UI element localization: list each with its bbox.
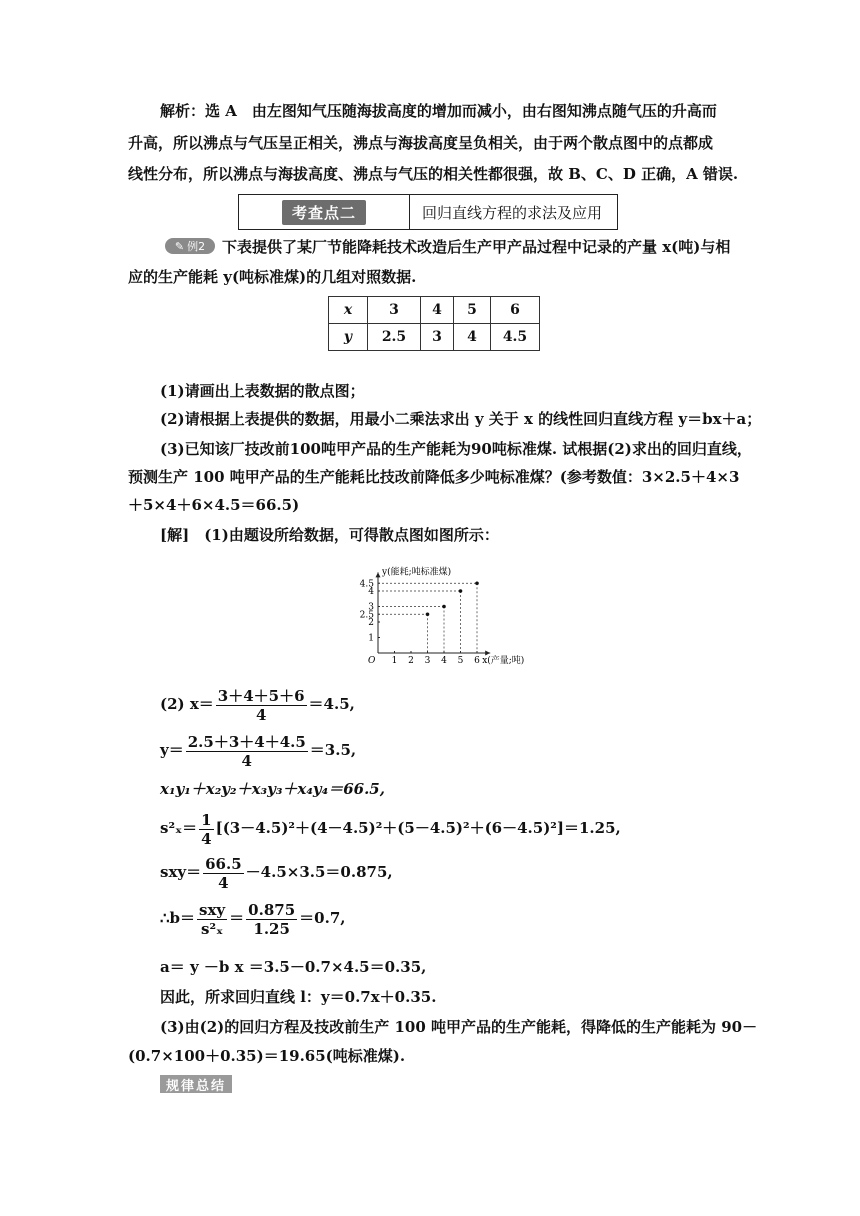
answer-3-line-1: (3)由(2)的回归方程及技改前生产 100 吨甲产品的生产能耗，得降低的生产能耗为 90－ <box>160 1018 758 1036</box>
data-point <box>459 589 463 593</box>
intercept-line: a＝ y －b x ＝3.5－0.7×4.5＝0.35, <box>160 958 427 976</box>
question-3-line-1: (3)已知该厂技改前100吨甲产品的生产能耗为90吨标准煤. 试根据(2)求出的回归直线， <box>160 440 752 458</box>
y-axis-label: y(能耗;吨标准煤) <box>382 567 452 578</box>
analysis-line-2: 升高，所以沸点与气压呈正相关，沸点与海拔高度呈负相关，由于两个散点图中的点都成 <box>128 134 714 152</box>
covariance-denominator: 4 <box>218 873 229 892</box>
x-tick-label: 2 <box>408 656 414 666</box>
slope-fraction-2 <box>246 901 297 938</box>
pencil-icon: ✎ <box>174 239 185 253</box>
slope-equation <box>160 896 345 940</box>
data-table <box>328 296 540 351</box>
origin-label: O <box>368 656 376 666</box>
section-title: 回归直线方程的求法及应用 <box>422 203 603 222</box>
table-cell: 4.5 <box>491 324 540 351</box>
example-line-2: 应的生产能耗 y(吨标准煤)的几组对照数据. <box>128 268 417 286</box>
table-cell: y <box>329 324 368 351</box>
sum-xy-line: x₁y₁＋x₂y₂＋x₃y₃＋x₄y₄＝66.5, <box>160 780 385 798</box>
table-cell: 3 <box>368 297 421 324</box>
y-tick-label: 2 <box>368 618 374 628</box>
analysis-line-3: 线性分布，所以沸点与海拔高度、沸点与气压的相关性都很强，故 B、C、D 正确，A 错误. <box>128 165 739 183</box>
regression-line-result: 因此，所求回归直线 l：y＝0.7x＋0.35. <box>160 988 437 1006</box>
ybar-denominator: 4 <box>241 751 252 770</box>
table-row <box>329 297 540 324</box>
covariance-rest: －4.5×3.5＝0.875, <box>245 863 393 881</box>
section-badge-cell <box>239 195 410 229</box>
example-badge <box>165 238 215 254</box>
covariance-fraction <box>203 855 244 892</box>
xbar-value: ＝4.5, <box>308 695 355 713</box>
slope-numerator-1: sxy <box>199 900 226 919</box>
section-header-box <box>238 194 618 230</box>
x-tick-label: 5 <box>457 656 464 666</box>
x-tick-label: 3 <box>424 656 431 666</box>
xbar-denominator: 4 <box>255 705 267 724</box>
xbar-fraction <box>216 687 307 724</box>
question-3-line-3: ＋5×4＋6×4.5＝66.5) <box>128 496 300 514</box>
xbar-numerator: 3＋4＋5＋6 <box>217 686 305 705</box>
slope-denominator-2: 1.25 <box>253 919 290 938</box>
question-1: (1)请画出上表数据的散点图； <box>160 382 365 400</box>
section-badge: 考查点二 <box>282 200 366 225</box>
slope-numerator-2: 0.875 <box>248 900 296 919</box>
ybar-numerator: 2.5＋3＋4＋4.5 <box>187 732 306 751</box>
table-row <box>329 324 540 351</box>
x-axis-arrow <box>485 651 490 656</box>
question-3-line-2: 预测生产 100 吨甲产品的生产能耗比技改前降低多少吨标准煤？(参考数值：3×2.5＋4×3 <box>128 468 740 486</box>
y-tick-label: 4.5 <box>359 579 374 590</box>
y-tick-label: 3 <box>368 602 374 613</box>
table-cell: 6 <box>491 297 540 324</box>
xbar-equation <box>160 682 355 726</box>
table-cell: 5 <box>454 297 491 324</box>
variance-rest: [(3－4.5)²＋(4－4.5)²＋(5－4.5)²＋(6－4.5)²]＝1.25, <box>215 819 621 837</box>
data-point <box>475 581 479 585</box>
example-badge-label: 例2 <box>187 240 206 253</box>
covariance-numerator: 66.5 <box>205 854 242 873</box>
y-tick-label: 4 <box>368 587 374 597</box>
solution-intro: [解] (1)由题设所给数据，可得散点图如图所示： <box>160 526 499 544</box>
x-tick-label: 6 <box>474 656 480 666</box>
y-axis-arrow <box>376 572 381 577</box>
data-point <box>442 605 446 609</box>
table-cell: 3 <box>421 324 454 351</box>
x-axis-label: x(产量;吨) <box>482 656 525 666</box>
scatter-chart <box>340 555 550 670</box>
table-cell: 4 <box>421 297 454 324</box>
summary-badge: 规律总结 <box>160 1075 232 1093</box>
table-cell: 4 <box>454 324 491 351</box>
xbar-label: (2) x＝ <box>160 695 214 713</box>
analysis-line-1: 解析：选 A 由左图知气压随海拔高度的增加而减小，由右图知沸点随气压的升高而 <box>160 102 717 120</box>
variance-equation <box>160 806 621 850</box>
variance-label: s²ₓ＝ <box>160 819 198 837</box>
data-point <box>426 612 430 616</box>
x-tick-label: 4 <box>441 656 447 666</box>
slope-denominator-1: s²ₓ <box>201 919 224 938</box>
slope-equals: ＝ <box>229 909 245 927</box>
variance-numerator: 1 <box>201 810 212 829</box>
variance-fraction <box>199 811 213 848</box>
ybar-label: y＝ <box>160 741 184 759</box>
table-cell: 2.5 <box>368 324 421 351</box>
ybar-equation <box>160 728 356 772</box>
answer-3-line-2: (0.7×100＋0.35)＝19.65(吨标准煤). <box>128 1047 406 1065</box>
slope-fraction-1 <box>197 901 227 938</box>
slope-label: ∴b＝ <box>160 909 196 927</box>
variance-denominator: 4 <box>201 829 212 848</box>
ybar-value: ＝3.5, <box>309 741 357 759</box>
x-tick-label: 1 <box>391 656 398 666</box>
question-2: (2)请根据上表提供的数据，用最小二乘法求出 y 关于 x 的线性回归直线方程 y＝bx＋a； <box>160 410 762 428</box>
ybar-fraction <box>186 733 308 770</box>
slope-rest: ＝0.7, <box>299 909 346 927</box>
covariance-equation <box>160 850 393 894</box>
y-tick-label: 1 <box>368 633 374 644</box>
example-line-1: 下表提供了某厂节能降耗技术改造后生产甲产品过程中记录的产量 x(吨)与相 <box>222 238 731 256</box>
y-tick-label: 2.5 <box>359 610 374 621</box>
covariance-label: sxy＝ <box>160 863 202 881</box>
table-cell: x <box>329 297 368 324</box>
